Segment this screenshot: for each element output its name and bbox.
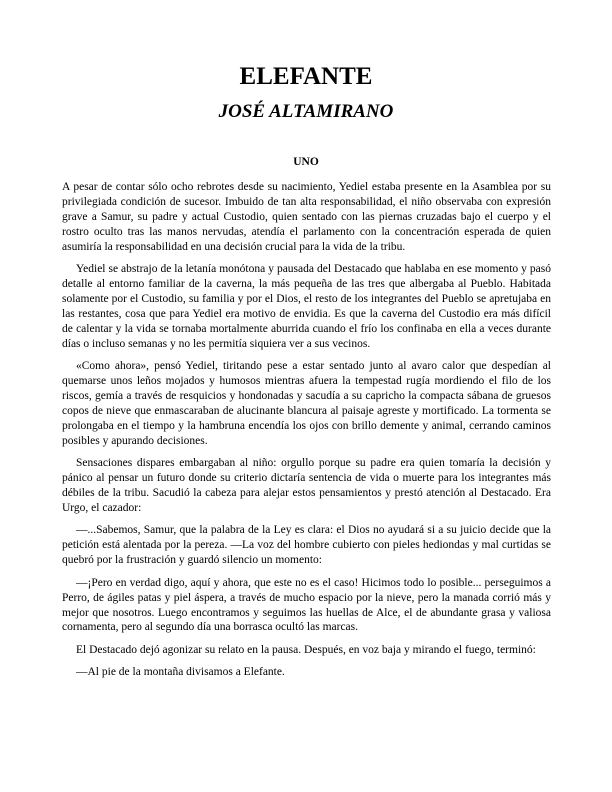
- chapter-heading: UNO: [293, 156, 319, 168]
- author-name: JOSÉ ALTAMIRANO: [218, 101, 394, 122]
- paragraph: Sensaciones dispares embargaban al niño: orgullo porque su padre era quien tomaría la decisión y pánico al pensar un futuro donde su criterio dictaría sentencia de vida o muerte para los integrantes más débiles de la tribu. Sacudió la cabeza para alejar estos pensamientos y prestó atención al Destacado. Era Urgo, el cazador:: [62, 457, 551, 514]
- paragraph: Yediel se abstrajo de la letanía monótona y pausada del Destacado que hablaba en ese momento y pasó detalle al entorno familiar de la caverna, la más pequeña de las tres que albergaba al Pueblo. Habitada solamente por el Custodio, su familia y por el Dios, el resto de los integrantes del Pueblo se apretujaba en las restantes, cosa que para Yediel era motivo de envidia. Es que la caverna del Custodio era más difícil de calentar y la vida se tornaba mortalmente aburrida cuando el frío los confinaba en ella a veces durante días o incluso semanas y no les permitía siquiera ver a sus vecinos.: [62, 263, 551, 350]
- body-text: [62, 180, 551, 688]
- paragraph: —...Sabemos, Samur, que la palabra de la Ley es clara: el Dios no ayudará si a su juicio decide que la petición está alentada por la pereza. —La voz del hombre cubierto con pieles hediondas y mal curtidas se quebró por la frustración y guardó silencio un momento:: [62, 524, 551, 567]
- paragraph: A pesar de contar sólo ocho rebrotes desde su nacimiento, Yediel estaba presente en la Asamblea por su privilegiada condición de sucesor. Imbuido de tan alta responsabilidad, el niño observaba con expresión grave a Samur, su padre y actual Custodio, quien sentado con las piernas cruzadas bajo el cuerpo y el rostro oculto tras las manos nervudas, atendía el parlamento con la concentración esperada de quien asumiría la responsabilidad en una decisión crucial para la vida de la tribu.: [62, 181, 551, 253]
- paragraph: «Como ahora», pensó Yediel, tiritando pese a estar sentado junto al avaro calor que despedían al quemarse unos leños mojados y humosos mientras afuera la tempestad rugía mordiendo el filo de los riscos, gemía a través de resquicios y hondonadas y sacudía a su capricho la compacta sábana de gruesos copos de nieve que enmascaraban de alucinante blancura al paisaje agreste y mortificado. La tormenta se prolongaba en el tiempo y la hambruna encendía los ojos con brillo demente y animal, cerrando caminos posibles y apurando decisiones.: [62, 360, 551, 447]
- paragraph: —Al pie de la montaña divisamos a Elefante.: [76, 666, 285, 679]
- paragraph: El Destacado dejó agonizar su relato en la pausa. Después, en voz baja y mirando el fuego, terminó:: [76, 643, 536, 656]
- document-title: ELEFANTE: [239, 63, 373, 90]
- paragraph: —¡Pero en verdad digo, aquí y ahora, que este no es el caso! Hicimos todo lo posible... perseguimos a Perro, de ágiles patas y piel áspera, a través de mucho espacio por la nieve, pero la manada corrió más y mejor que nosotros. Luego encontramos y seguimos las huellas de Alce, el de abundante grasa y valiosa cornamenta, pero al segundo día una borrasca ocultó las marcas.: [62, 576, 551, 634]
